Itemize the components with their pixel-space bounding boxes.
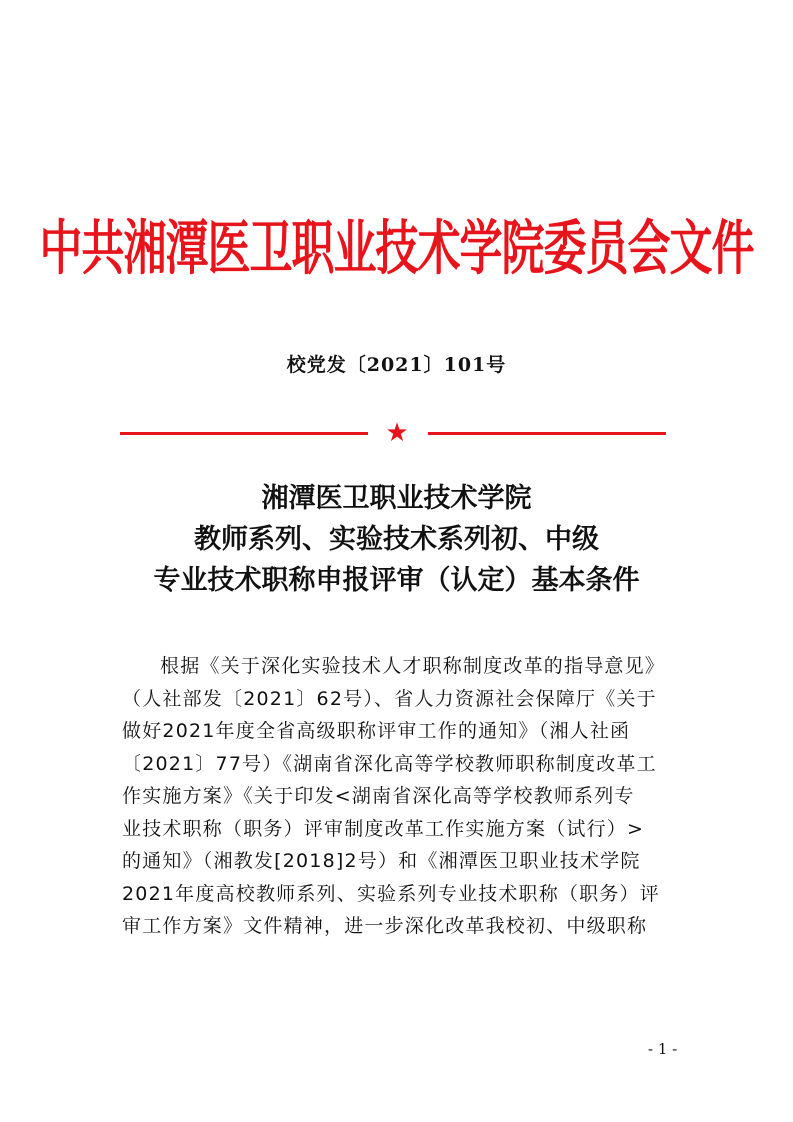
red-header-masthead: 中共湘潭医卫职业技术学院委员会文件 <box>39 214 754 284</box>
body-line: 作实施方案》《关于印发<湖南省深化高等学校教师系列专 <box>122 785 635 807</box>
document-number: 校党发〔2021〕101号 <box>286 354 507 376</box>
body-line: 根据《关于深化实验技术人才职称制度改革的指导意见》 <box>160 655 666 677</box>
body-line: 审工作方案》文件精神，进一步深化改革我校初、中级职称 <box>122 915 648 937</box>
divider-rule-right <box>428 432 666 435</box>
body-line: 做好2021年度全省高级职称评审工作的通知》（湘人社函 <box>122 720 631 742</box>
body-line: （人社部发〔2021〕62号）、省人力资源社会保障厅《关于 <box>122 687 657 710</box>
body-line: 的通知》（湘教发[2018]2号）和《湘潭医卫职业技术学院 <box>122 850 641 872</box>
star-icon: ★ <box>385 418 409 448</box>
title-line-3: 专业技术职称申报评审（认定）基本条件 <box>153 565 640 596</box>
red-divider <box>120 418 666 448</box>
body-line: 业技术职称（职务）评审制度改革工作实施方案（试行）> <box>122 817 645 840</box>
divider-rule-left <box>120 432 368 435</box>
body-line: 2021年度高校教师系列、实验系列专业技术职称（职务）评 <box>122 882 660 905</box>
body-paragraph <box>122 650 682 943</box>
page-number: - 1 - <box>648 1040 678 1058</box>
title-line-2: 教师系列、实验技术系列初、中级 <box>194 524 599 555</box>
title-line-1: 湘潭医卫职业技术学院 <box>261 483 532 514</box>
document-title <box>0 478 793 601</box>
body-line: 〔2021〕77号）《湖南省深化高等学校教师职称制度改革工 <box>122 752 657 775</box>
